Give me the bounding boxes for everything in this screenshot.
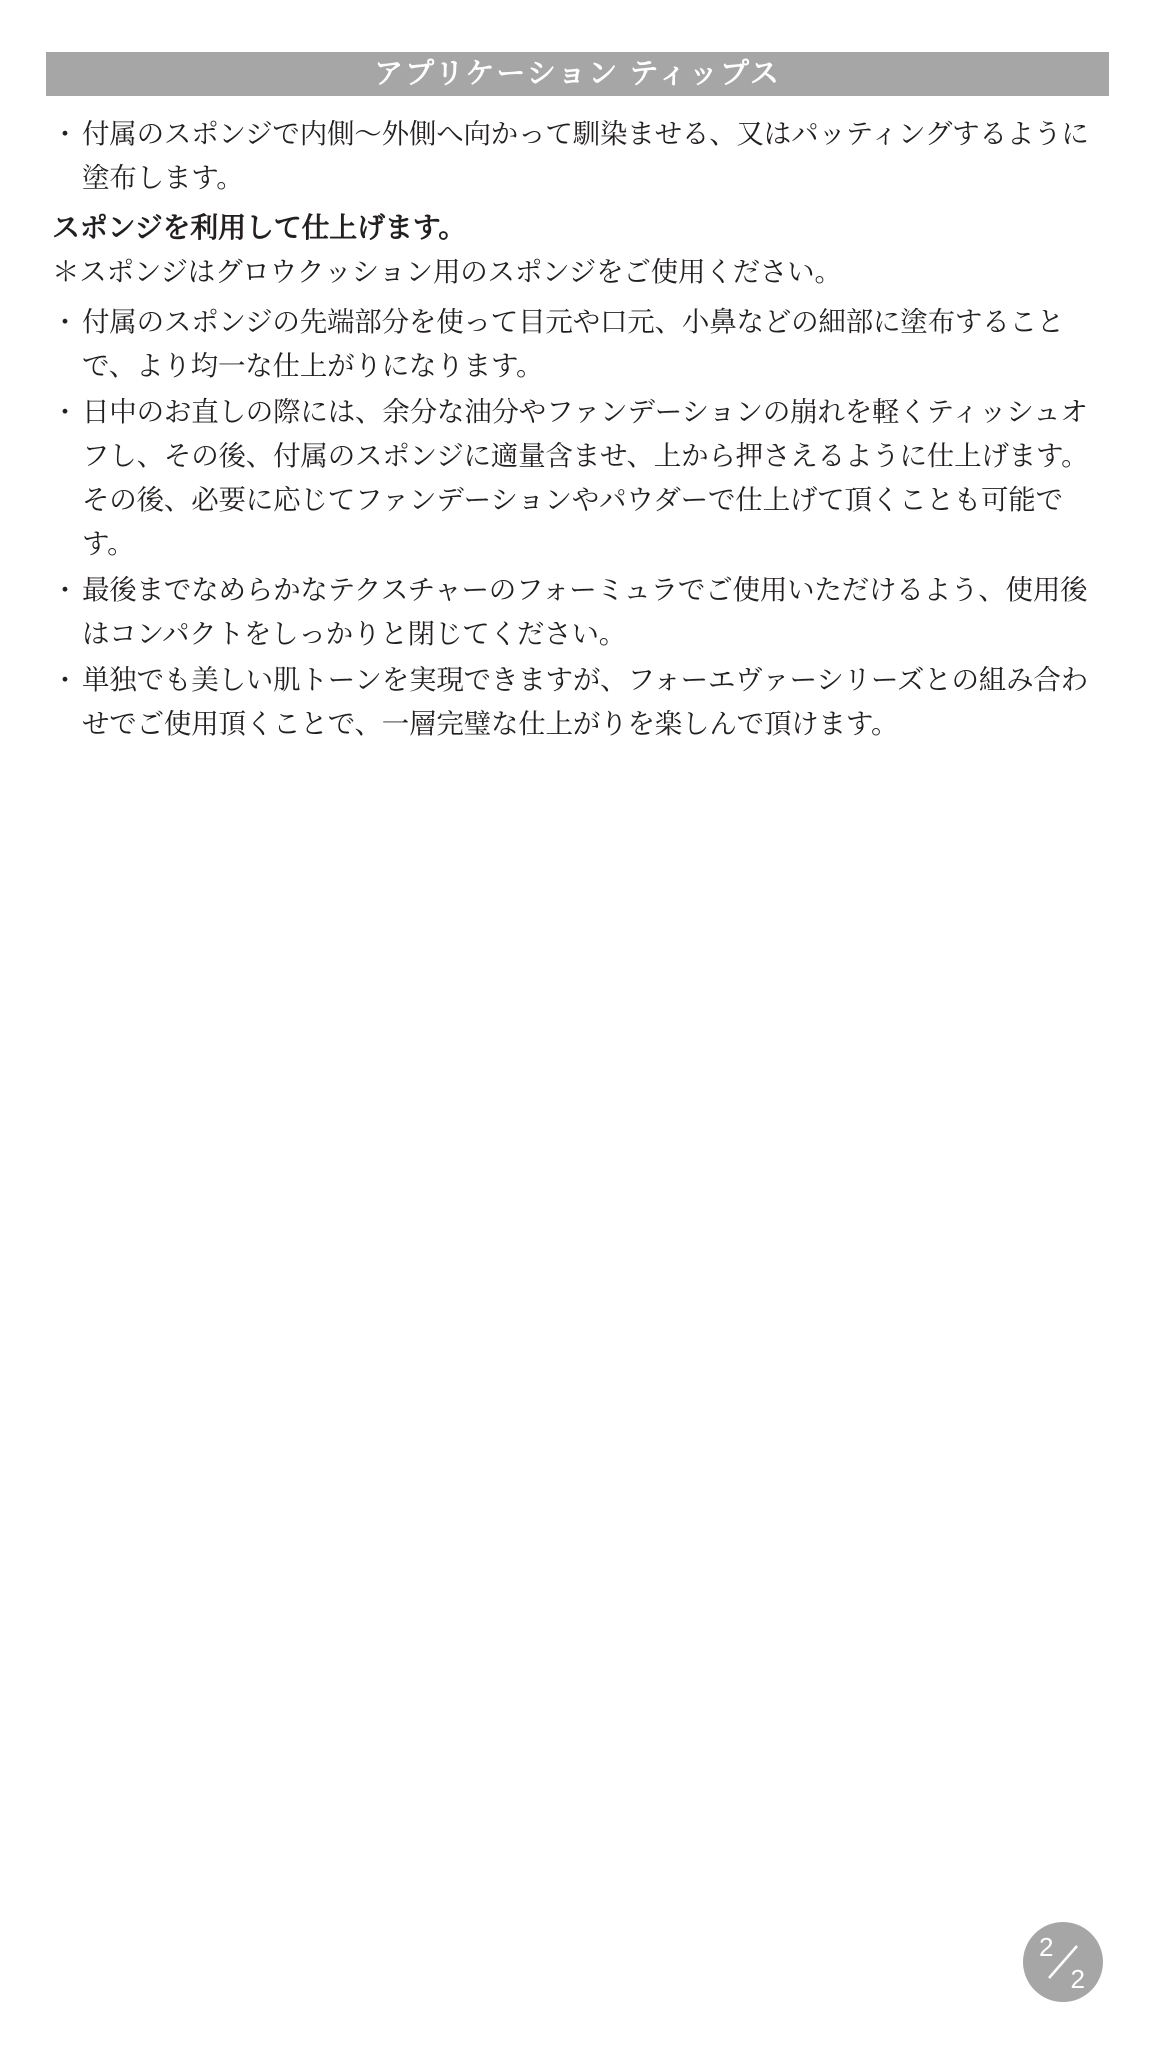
bullet-icon: ・ [52,119,79,149]
bullet-icon: ・ [52,575,79,605]
list-item-text: 単独でも美しい肌トーンを実現できますが、フォーエヴァーシリーズとの組み合わせでご使用頂くことで、一層完璧な仕上がりを楽しんで頂けます。 [82,664,1088,739]
list-item [52,112,1114,200]
bullet-icon: ・ [52,665,79,695]
section-header-band [46,52,1109,96]
list-item-text: 日中のお直しの際には、余分な油分やファンデーションの崩れを軽くティッシュオフし、その後、付属のスポンジに適量含ませ、上から押さえるように仕上げます。その後、必要に応じてファンデーションやパウダーで仕上げて頂くことも可能です。 [82,396,1089,559]
list-item [52,390,1114,566]
bullet-icon: ・ [52,397,79,427]
fraction-slash-icon [1023,1922,1103,2002]
subsection-heading: スポンジを利用して仕上げます。 [52,212,467,243]
page-total: 2 [1070,1964,1085,1994]
note-text: ＊スポンジはグロウクッション用のスポンジをご使用ください。 [52,256,842,287]
list-item [52,658,1114,746]
page-number-badge [1023,1922,1103,2002]
list-item-text: 付属のスポンジの先端部分を使って目元や口元、小鼻などの細部に塗布することで、より均一な仕上がりになります。 [82,306,1065,381]
list-item-text: 最後までなめらかなテクスチャーのフォーミュラでご使用いただけるよう、使用後はコンパクトをしっかりと閉じてください。 [82,574,1088,649]
page-current: 2 [1039,1932,1054,1962]
list-item-text: 付属のスポンジで内側〜外側へ向かって馴染ませる、又はパッティングするように塗布します。 [82,118,1089,193]
list-item [52,568,1114,656]
document-body [52,112,1114,748]
page-title: アプリケーション ティップス [374,57,781,90]
bullet-icon: ・ [52,307,79,337]
list-item [52,300,1114,388]
